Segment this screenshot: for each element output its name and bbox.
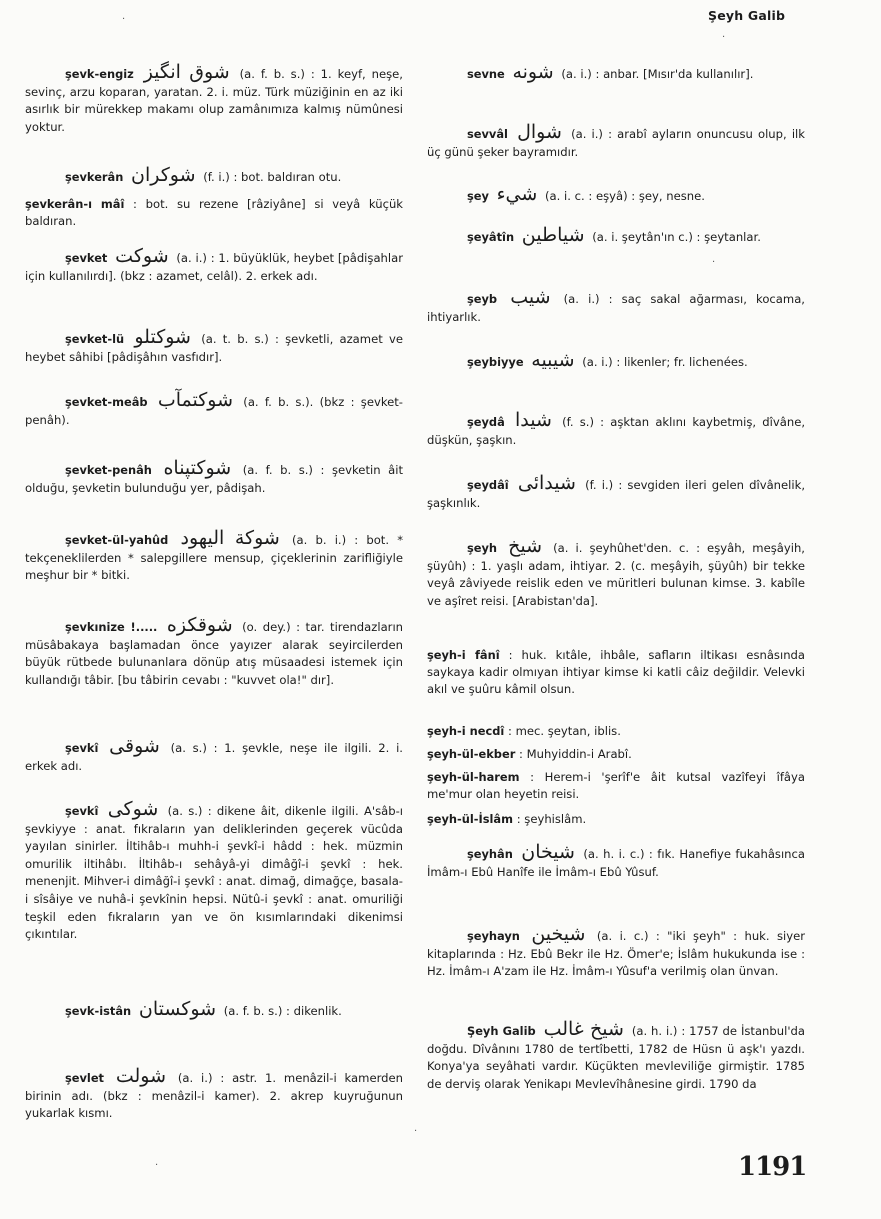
entry-arabic-script: شوكى (107, 798, 159, 820)
entry-arabic-script: شياطين (521, 224, 585, 246)
entry-definition: : bot. su rezene [râziyâne] si veyâ küçük baldıran. (25, 197, 404, 228)
dictionary-entry (427, 841, 806, 881)
entry-arabic-script: شوكتمآب (157, 389, 234, 411)
dictionary-entry (25, 735, 403, 775)
entry-headword: şeyh (467, 541, 498, 555)
entry-definition: : mec. şeytan, iblis. (507, 724, 621, 738)
entry-definition: (a. i. c. : eşyâ) : şey, nesne. (545, 189, 705, 203)
entry-headword: şevlet (65, 1071, 105, 1085)
entry-arabic-script: شيخان (521, 841, 575, 863)
dictionary-subentry (427, 723, 805, 740)
entry-arabic-script: شيدا (514, 409, 552, 431)
entry-definition: (f. i.) : sevgiden ileri gelen dîvânelik, şaşkınlık. (427, 478, 806, 510)
dictionary-entry (25, 245, 403, 285)
dictionary-entry (25, 1065, 403, 1123)
entry-definition: (a. f. b. s.) : 1. keyf, neşe, sevinç, arzu koparan, yaratan. 2. i. müz. Türk müziğinin en az iki asırlık bir mürekkep makamı olup zamânımıza kalmış nümûnesi yoktur. (25, 67, 403, 134)
dictionary-subentry (427, 811, 805, 828)
entry-arabic-script: شوكت (115, 245, 169, 267)
entry-headword: şevkınize !..... (65, 620, 158, 634)
dictionary-entry (427, 923, 806, 981)
entry-headword: şeyh-ül-ekber (427, 747, 516, 761)
dictionary-entry (427, 286, 805, 326)
entry-arabic-script: شوقى (109, 735, 160, 757)
entry-definition: (a. h. i.) : 1757 de İstanbul'da doğdu. Dîvânını 1780 de tertîbetti, 1782 de Hüsn ü aşk'ı yazdı. Konya'ya seyâhati vardır. Küçükten mevleviliğe girmiştir. 1785 de derviş olarak Yenikapı Mevlevîhânesine girdi. 1790 da (427, 1024, 805, 1091)
dictionary-entry (427, 349, 805, 372)
entry-headword: şeyb (467, 292, 498, 306)
entry-arabic-script: شولت (115, 1065, 167, 1087)
entry-headword: şeyh-ül-İslâm (427, 812, 513, 826)
entry-arabic-script: شوال (517, 121, 562, 143)
entry-headword: şevket-meâb (65, 395, 148, 409)
scan-speck: · (155, 1160, 159, 1171)
dictionary-entry (25, 614, 404, 689)
entry-headword: şeyhayn (467, 929, 520, 943)
dictionary-entry (25, 326, 403, 366)
entry-definition: (a. f. b. s.) : şevketin âit olduğu, şevketin bulunduğu yer, pâdişah. (25, 463, 403, 495)
scan-speck: · (122, 14, 126, 25)
dictionary-entry (25, 164, 403, 187)
entry-definition: (a. f. b. s.). (bkz : şevket-penâh). (25, 395, 403, 427)
dictionary-entry (427, 224, 805, 247)
entry-headword: şevket-penâh (65, 463, 152, 477)
dictionary-subentry (427, 746, 805, 763)
entry-headword: şevkerân-ı mâî (25, 197, 125, 211)
dictionary-subentry (427, 647, 805, 698)
entry-arabic-script: شيء (496, 183, 538, 205)
entry-definition: (a. i.) : astr. 1. menâzil-i kamerden birinin adı. (bkz : menâzil-i kamer). 2. akrep kuyruğunun yukarlak kısmı. (25, 1071, 403, 1121)
entry-headword: şevkî (65, 804, 99, 818)
entry-arabic-script: شيدائى (517, 472, 576, 494)
entry-definition: (a. h. i. c.) : fık. Hanefiye fukahâsınca İmâm-ı Ebû Hanîfe ile İmâm-ı Ebû Yûsuf. (427, 847, 806, 879)
entry-definition: (a. f. b. s.) : dikenlik. (223, 1004, 342, 1018)
entry-arabic-script: شوكة اليهود (180, 527, 280, 549)
entry-definition: (a. i.) : saç sakal ağarması, kocama, ihtiyarlık. (427, 292, 805, 324)
entry-headword: sevvâl (467, 127, 508, 141)
scan-speck: · (414, 1126, 418, 1137)
entry-headword: şevkî (65, 741, 99, 755)
dictionary-entry (25, 527, 404, 585)
entry-headword: şeyhân (467, 847, 513, 861)
dictionary-entry (427, 121, 805, 161)
entry-definition: (f. s.) : aşktan aklını kaybetmiş, dîvâne, düşkün, şaşkın. (427, 415, 806, 447)
entry-arabic-script: شيخ غالب (543, 1018, 624, 1040)
dictionary-subentry (427, 769, 805, 803)
entry-arabic-script: شوق انگيز (143, 61, 230, 83)
entry-headword: şevket-ül-yahûd (65, 533, 169, 547)
entry-definition: (a. t. b. s.) : şevketli, azamet ve heybet sâhibi [pâdişâhın vasfıdır]. (25, 332, 403, 364)
entry-headword: Şeyh Galib (467, 1024, 536, 1038)
entry-definition: (a. i.) : likenler; fr. lichenées. (582, 355, 748, 369)
entry-headword: şevk-istân (65, 1004, 132, 1018)
dictionary-entry (427, 61, 805, 84)
entry-headword: şevkerân (65, 170, 124, 184)
dictionary-entry (427, 472, 806, 512)
entry-definition: (a. s.) : dikene âit, dikenle ilgili. A'sâb-ı şevkiyye : anat. fıkraların yan deliklerinden geçerek vücûda yayılan sinirler. İltihâb-ı muhh-i şevkî-i hâdd : hek. müzmin omurilik iltihâbı. İltihâb-ı sehâyâ-yi dimâğî-i şevkî : hek. menenjit. Mihver-i dimâğî-i şevkî : anat. dimağ, dimağçe, basala-i sîsâiye ve nuhâ-i şevkînin hepsi. Nütû-i şevkî : anat. omuriliği teşkil eden fıkraların yan ve ön kısımlarındaki dikenimsi çıkıntılar. (25, 804, 403, 942)
entry-headword: şeydâ (467, 415, 505, 429)
entry-definition: : huk. kıtâle, ihbâle, safların iltikası esnâsında saykaya kadir olmıyan ihtiyar kimse ki katli câiz değildir. Velevki akıl ve şuûru kâmil olsun. (427, 648, 806, 696)
entry-definition: (a. b. i.) : bot. * tekçeneklilerden * salepgillere mensup, çiçeklerinin zarifliğiyle meşhur bir * bitki. (25, 533, 404, 583)
entry-arabic-script: شوقكزه (166, 614, 233, 636)
entry-definition: : Muhyiddin-i Arabî. (519, 747, 632, 761)
entry-arabic-script: شيخين (531, 923, 586, 945)
entry-headword: şevket-lü (65, 332, 125, 346)
scan-speck: · (722, 32, 726, 43)
entry-headword: şeyh-ül-harem (427, 770, 520, 784)
running-head: Şeyh Galib (708, 8, 786, 23)
entry-arabic-script: شيخ (508, 535, 543, 557)
entry-definition: (a. i.) : anbar. [Mısır'da kullanılır]. (561, 67, 754, 81)
entry-headword: şey (467, 189, 489, 203)
dictionary-entry (25, 389, 403, 429)
entry-arabic-script: شوكستان (138, 998, 217, 1020)
entry-arabic-script: شونه (512, 61, 554, 83)
entry-headword: şeyâtîn (467, 230, 515, 244)
entry-headword: şevk-engiz (65, 67, 134, 81)
entry-headword: şeyh-i necdî (427, 724, 505, 738)
dictionary-entry (427, 409, 806, 449)
entry-definition: : Herem-i 'şerîf'e âit kutsal vazîfeyi îfâya me'mur olan heyetin reisi. (427, 770, 805, 801)
entry-headword: şevket (65, 251, 108, 265)
scan-speck: · (712, 257, 716, 268)
dictionary-entry (25, 61, 403, 136)
entry-arabic-script: شوكتلو (134, 326, 191, 348)
dictionary-entry (427, 183, 805, 206)
entry-definition: (a. i. şeytân'ın c.) : şeytanlar. (592, 230, 761, 244)
entry-arabic-script: شيب (510, 286, 551, 308)
entry-headword: şeybiyye (467, 355, 524, 369)
entry-definition: (a. i.) : 1. büyüklük, heybet [pâdişahlar için kullanılırdı]. (bkz : azamet, celâl). 2. erkek adı. (25, 251, 403, 283)
entry-arabic-script: شوكتپناه (163, 457, 232, 479)
entry-definition: (a. s.) : 1. şevkle, neşe ile ilgili. 2. i. erkek adı. (25, 741, 403, 773)
dictionary-subentry (25, 196, 403, 230)
dictionary-entry (25, 798, 403, 944)
entry-headword: şeyh-i fânî (427, 648, 500, 662)
entry-definition: : şeyhislâm. (516, 812, 587, 826)
dictionary-entry (427, 1018, 805, 1093)
entry-definition: (a. i. c.) : "iki şeyh" : huk. siyer kitaplarında : Hz. Ebû Bekr ile Hz. Ömer'e; İslâm hukukunda ise : Hz. İmâm-ı A'zam ile Hz. İmâm-ı Yûsuf'a verilmiş olan ünvan. (427, 929, 806, 979)
dictionary-entry (25, 457, 403, 497)
entry-arabic-script: شوكران (131, 164, 196, 186)
dictionary-entry (427, 535, 805, 610)
entry-definition: (f. i.) : bot. baldıran otu. (203, 170, 342, 184)
entry-definition: (a. i.) : arabî ayların onuncusu olup, ilk üç günü şeker bayramıdır. (427, 127, 805, 159)
entry-headword: şeydâî (467, 478, 509, 492)
dictionary-entry (25, 998, 403, 1021)
entry-definition: (a. i. şeyhûhet'den. c. : eşyâh, meşâyih, şüyûh) : 1. yaşlı adam, ihtiyar. 2. (c. meşâyih, şüyûh) bir tekke veyâ zâviyede reislik eden ve müritleri bulunan kimse. 3. kabîle ve aşîret reisi. [Arabistan'da]. (427, 541, 805, 608)
entry-definition: (o. dey.) : tar. tirendazların müsâbakaya başlamadan önce yayızer alarak seyircilerden büyük rütbede bulunanlara dönüp atış müsaadesi istemek için kullandığı tâbir. [bu tâbirin cevabı : "kuvvet ola!" dır]. (25, 620, 404, 687)
entry-headword: sevne (467, 67, 505, 81)
page-number: 1191 (738, 1152, 807, 1182)
entry-arabic-script: شيبيه (531, 349, 575, 371)
